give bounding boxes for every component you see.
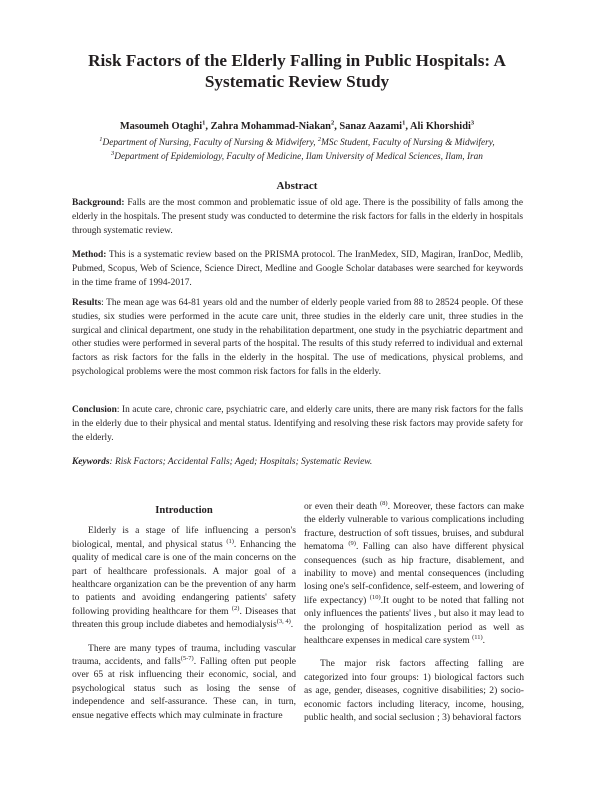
affiliation-marker: 3 <box>111 149 115 157</box>
author-affiliation-marker: 1 <box>202 119 206 127</box>
paragraph-text: . Falling can also have different physical consequences (such as hip fracture, disablement, and inability to move) and mental consequences (including losing one's self-confidence, self-esteem, and lowering of life expectancy) <box>304 541 524 606</box>
abstract-heading: Abstract <box>276 180 318 192</box>
affiliation-text: MSc Student, Faculty of Nursing & Midwifery, <box>321 138 495 148</box>
keywords-label: Keywords <box>72 457 110 467</box>
intro-paragraph-3: The major risk factors affecting falling are categorized into four groups: 1) biological factors such as age, gender, diseases, cognitive disabilities; 2) socio-economic factors including literacy, income, housing, public health, and social seclusion ; 3) behavioral factors <box>304 658 524 724</box>
paragraph-text: : The mean age was 64-81 years old and the number of elderly people varied from 88 to 28524 people. Of these studies, six studies were performed in the acute care unit, three studies in the elderly care unit, three studies in the surgical and clinical department, one study in the rehabilitation department, one study in the psychiatric department and other studies were performed in several parts of the hospital. The results of this study referred to individual and external factors as risk factors for the falls in the elderly in the hospital. The use of medications, physical problems, and psychological problems were the most common risk factors for falls in the elderly. <box>72 298 523 377</box>
affiliation-marker: 2 <box>317 135 322 143</box>
paragraph-text: Falls are the most common and problematic issue of old age. There is the possibility of falls among the elderly in the hospitals. The present study was conducted to determine the risk factors for falls in the elderly in hospitals through systematic review. <box>72 198 523 236</box>
abstract-conclusion <box>72 404 523 445</box>
intro-paragraph-2 <box>72 642 296 722</box>
citation-marker: (3, 4) <box>276 618 291 626</box>
paper-title: Risk Factors of the Elderly Falling in Public Hospitals: A Systematic Review Study <box>88 51 506 91</box>
abstract-keywords <box>72 456 523 470</box>
paragraph-text: . Moreover, these factors can make the elderly vulnerable to various complications including fracture, destruction of soft tissues, bruises, and subdural hematoma <box>304 501 524 553</box>
paragraph-text: .It ought to be noted that falling not only influences the patients' lives , but also it may lead to the prolonging of hospitalization period as well as healthcare expenses in medical care system <box>304 594 524 647</box>
author-affiliation-marker: 1 <box>402 119 406 127</box>
section-label: Method: <box>72 250 107 260</box>
keywords-text: : Risk Factors; Accidental Falls; Aged; Hospitals; Systematic Review. <box>109 457 373 467</box>
section-label: Results <box>72 298 102 308</box>
paragraph-text: or even their death <box>304 501 381 512</box>
citation-marker: (9) <box>348 540 356 548</box>
affiliation-line-2 <box>40 149 554 162</box>
paragraph-text: . <box>482 635 486 647</box>
right-column <box>304 500 524 725</box>
author-affiliation-marker: 3 <box>470 119 475 127</box>
introduction-heading: Introduction <box>155 505 213 516</box>
paragraph-text: . Diseases that threaten this group include diabetes and hemodialysis <box>72 605 297 631</box>
abstract-background <box>72 197 523 238</box>
affiliation-marker: 1 <box>99 135 103 143</box>
paragraph-text: : In acute care, chronic care, psychiatric care, and elderly care units, there are many risk factors for the falls in the elderly due to their physical and mental status. Identifying and resolving these risk factors may provide safety for the elderly. <box>72 405 523 443</box>
intro-paragraph-2-continued <box>304 500 524 647</box>
citation-marker: (1) <box>226 537 234 545</box>
author-list: Masoumeh Otaghi$^1$, Zahra Mohammad-Niakan$^2$, Sanaz Aazami$^1$, Ali Khorshidi$^3$ <box>119 119 475 132</box>
citation-marker: (5-7) <box>180 654 194 662</box>
abstract-results <box>72 297 523 380</box>
citation-marker: (11) <box>472 633 483 641</box>
affiliation-text: Department of Epidemiology, Faculty of Medicine, Ilam University of Medical Sciences, Ilam, Iran <box>114 152 483 162</box>
citation-marker: (10) <box>369 593 381 601</box>
paragraph-text: . Falling often put people over 65 at risk influencing their economic, social, and psychological status such as losing the sense of independence and self-assurance. These can, in turn, ensue negative effects which may culminate in fracture <box>72 656 297 721</box>
author-name: Sanaz Aazami <box>339 121 403 132</box>
section-label: Conclusion <box>72 405 117 415</box>
paragraph-text: . <box>290 619 294 631</box>
author-name: Ali Khorshidi <box>409 121 471 132</box>
paragraph-text: There are many types of trauma, including vascular trauma, accidents, and falls <box>72 642 296 668</box>
affiliation-line-1 <box>40 135 554 148</box>
abstract-method <box>72 249 523 290</box>
citation-marker: (8) <box>380 499 388 507</box>
paragraph-text: Elderly is a stage of life influencing a person's biological, mental, and physical status <box>72 525 296 550</box>
left-column <box>72 500 296 722</box>
affiliation-text: Department of Nursing, Faculty of Nursing & Midwifery, <box>102 138 316 148</box>
section-label: Background: <box>72 198 125 208</box>
author-name: Masoumeh Otaghi <box>119 121 203 132</box>
author-affiliation-marker: 2 <box>330 119 335 127</box>
paragraph-text: This is a systematic review based on the PRISMA protocol. The IranMedex, SID, Magiran, IranDoc, Medlib, Pubmed, Scopus, Web of Science, Science Direct, Medline and Google Scholar databases were searched for keywords in the time frame of 1994-2017. <box>72 250 523 288</box>
paragraph-text: . Enhancing the quality of medical care is one of the main concerns on the part of healthcare professionals. A major goal of a healthcare organization can be the prevention of any harm to patients and avoiding endangering patients' safety following providing healthcare for them <box>72 538 296 617</box>
citation-marker: (2) <box>231 604 240 612</box>
author-name: Zahra Mohammad-Niakan <box>210 121 331 132</box>
intro-paragraph-1 <box>72 524 296 631</box>
